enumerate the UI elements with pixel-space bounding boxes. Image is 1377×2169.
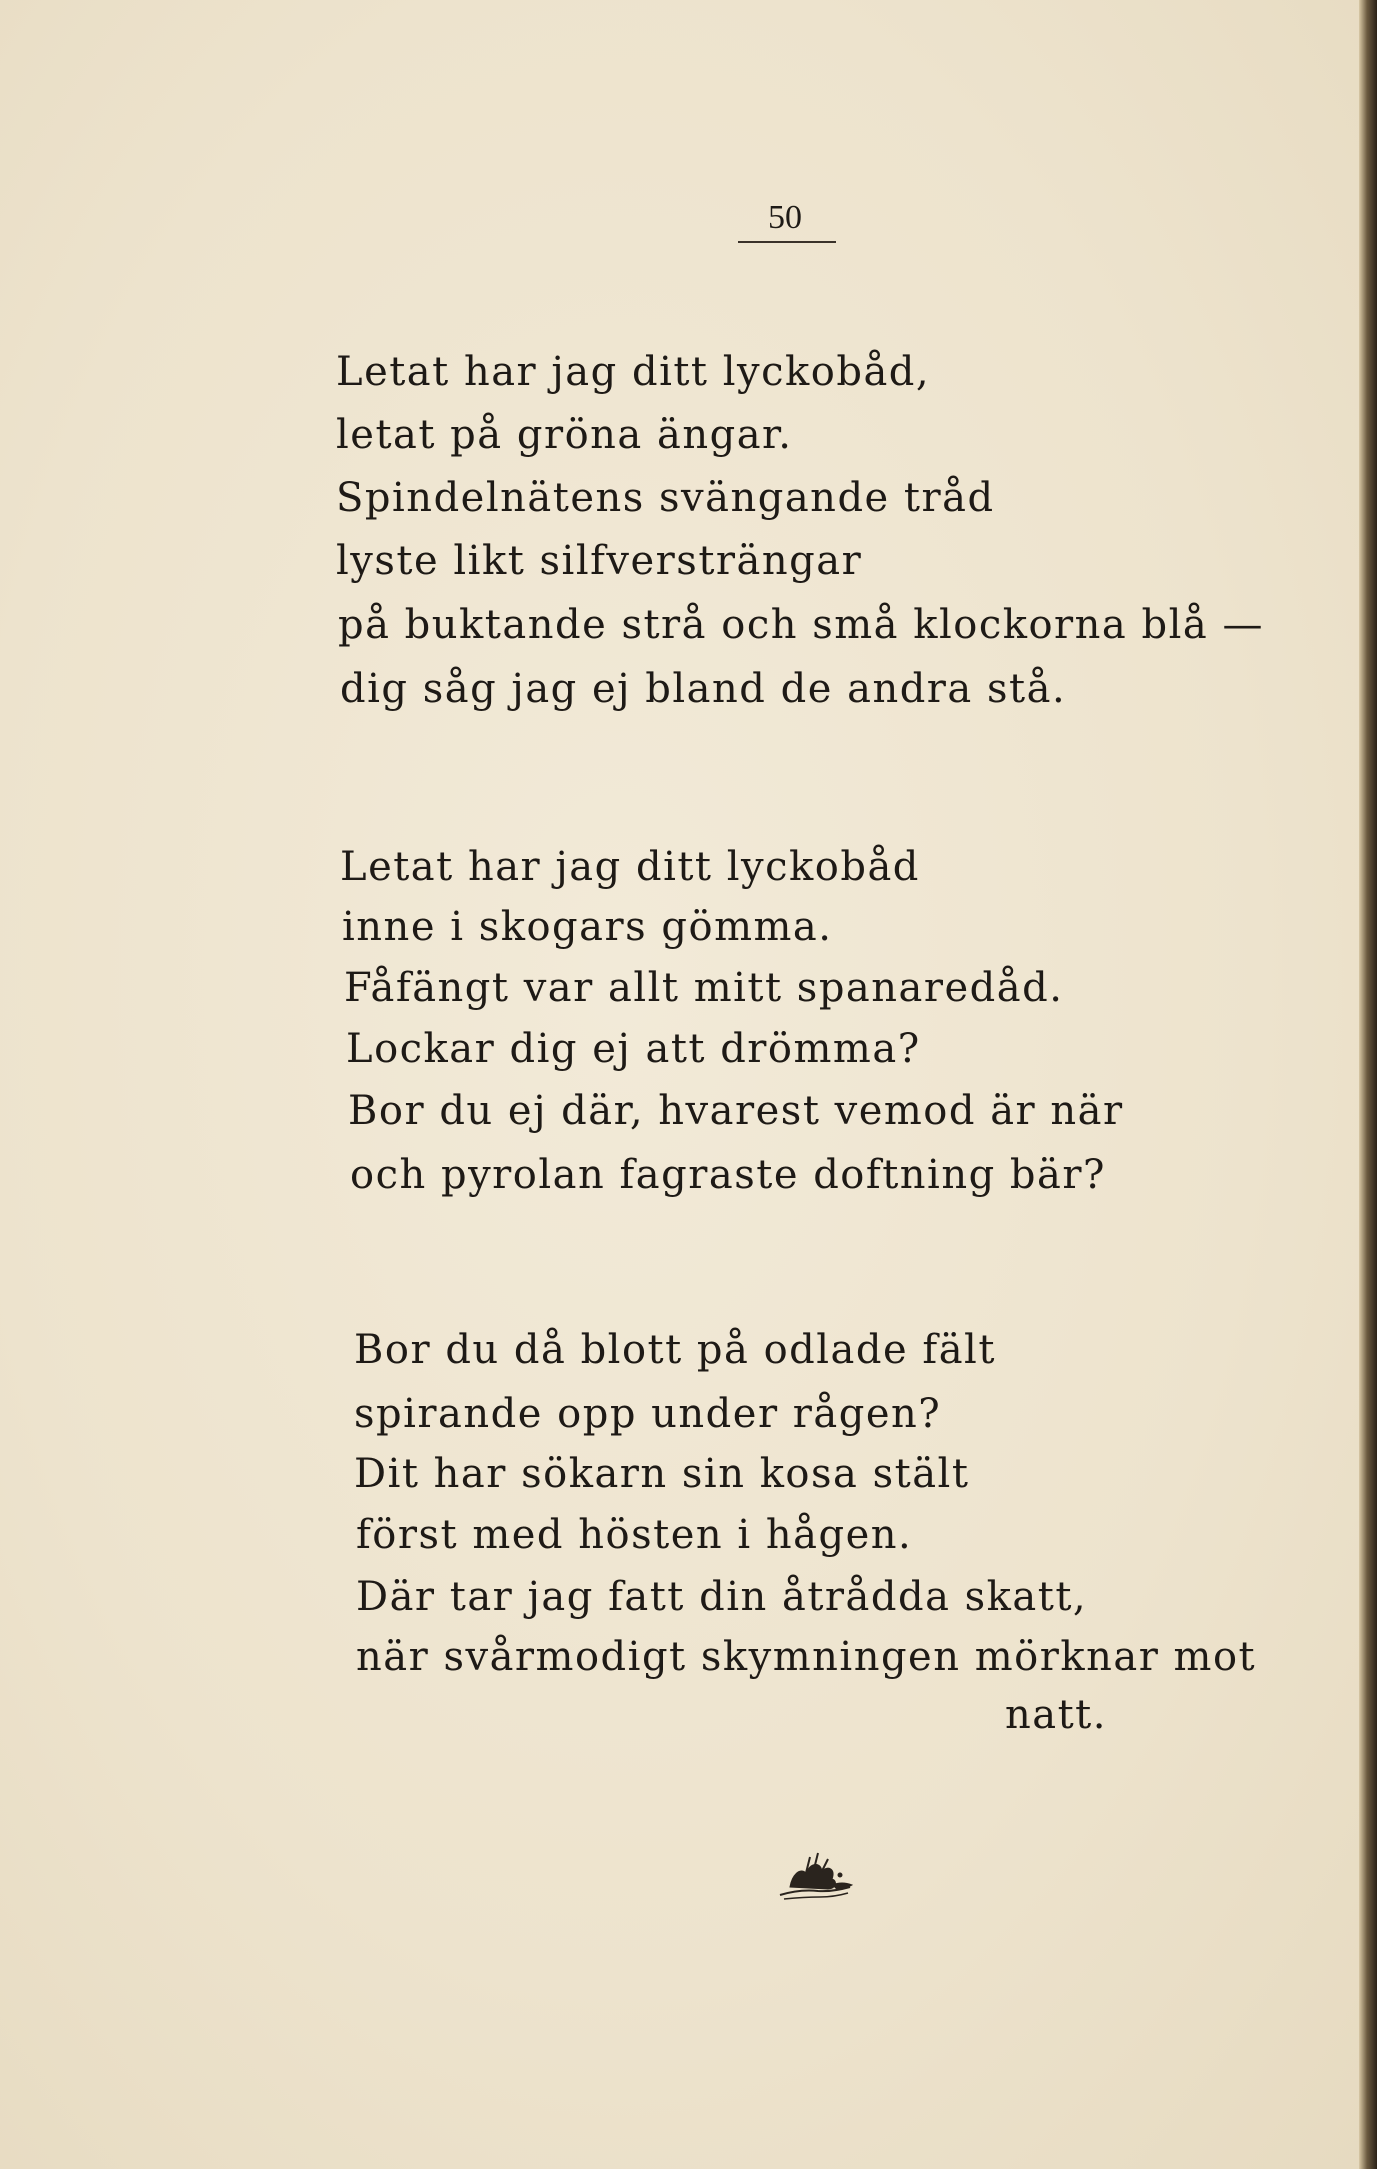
- page-number-rule: [738, 241, 836, 243]
- stanza-1-line-3: Spindelnätens svängande tråd: [336, 475, 995, 521]
- stanza-3-line-4: först med hösten i hågen.: [356, 1512, 913, 1558]
- stanza-3-line-6: när svårmodigt skymningen mörknar mot: [356, 1634, 1257, 1680]
- stanza-1-line-1: Letat har jag ditt lyckobåd,: [336, 349, 931, 395]
- stanza-2-line-5: Bor du ej där, hvarest vemod är när: [348, 1088, 1124, 1134]
- stanza-1-line-6: dig såg jag ej bland de andra stå.: [340, 666, 1067, 712]
- page-number: 50: [768, 199, 802, 236]
- stanza-3-line-5: Där tar jag fatt din åtrådda skatt,: [356, 1574, 1088, 1620]
- floral-tailpiece-icon: [770, 1845, 860, 1905]
- stanza-2-line-3: Fåfängt var allt mitt spanaredåd.: [344, 965, 1064, 1011]
- stanza-3-line-1: Bor du då blott på odlade fält: [354, 1327, 996, 1373]
- stanza-2-line-6: och pyrolan fagraste doftning bär?: [350, 1152, 1106, 1198]
- stanza-2-line-2: inne i skogars gömma.: [342, 904, 833, 950]
- stanza-3-line-7: natt.: [1005, 1692, 1107, 1738]
- stanza-2-line-1: Letat har jag ditt lyckobåd: [340, 844, 920, 890]
- stanza-3-line-3: Dit har sökarn sin kosa stält: [354, 1451, 970, 1497]
- stanza-1-line-4: lyste likt silfversträngar: [336, 538, 863, 584]
- stanza-3-line-2: spirande opp under rågen?: [354, 1391, 942, 1437]
- stanza-1-line-5: på buktande strå och små klockorna blå —: [338, 602, 1264, 648]
- stanza-1-line-2: letat på gröna ängar.: [336, 412, 793, 458]
- stanza-2-line-4: Lockar dig ej att drömma?: [346, 1026, 921, 1072]
- page-edge-shadow: [1359, 0, 1377, 2169]
